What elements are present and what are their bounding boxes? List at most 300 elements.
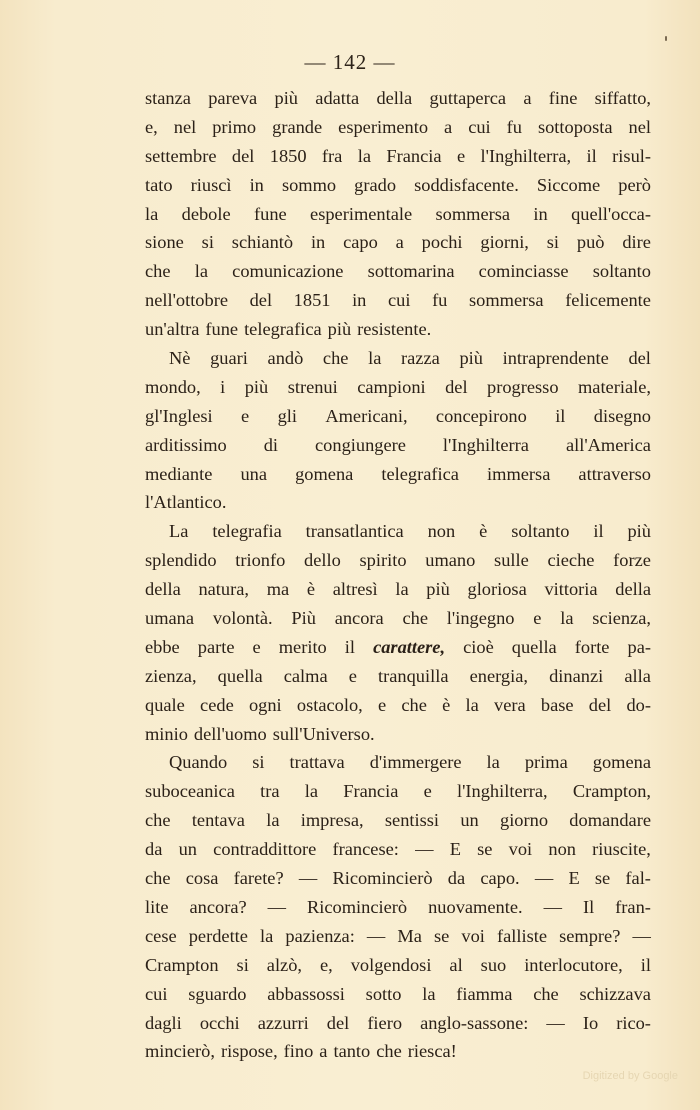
- word: —: [632, 925, 651, 946]
- word: che: [533, 983, 559, 1004]
- word: la: [486, 752, 500, 773]
- word: sentissi: [384, 810, 440, 831]
- word: tato: [145, 174, 173, 195]
- text-line: [145, 402, 651, 431]
- word: —: [546, 1012, 565, 1033]
- word: e: [456, 145, 466, 166]
- word: Più: [291, 608, 316, 629]
- word: E: [568, 868, 580, 889]
- word: capo: [343, 232, 378, 253]
- word: suo: [480, 954, 507, 975]
- word: al: [449, 954, 463, 975]
- word: della: [615, 579, 651, 600]
- word: fu: [506, 116, 522, 137]
- word: contraddittore: [213, 839, 317, 860]
- word: alzò,: [266, 954, 303, 975]
- word: in: [533, 203, 548, 224]
- word: esperimentale: [310, 203, 413, 224]
- word: sommersa: [469, 290, 544, 311]
- text-line: [145, 488, 651, 517]
- word: una: [240, 463, 268, 484]
- word: forze: [613, 550, 651, 571]
- word: fiero: [367, 1012, 403, 1033]
- word: cominciasse: [478, 261, 569, 282]
- text-line: [145, 922, 651, 951]
- word: guari: [210, 348, 248, 369]
- word: soltanto: [592, 261, 651, 282]
- word: —: [543, 896, 562, 917]
- word: è: [442, 694, 451, 715]
- word: l'ingegno: [446, 608, 515, 629]
- word: del: [588, 694, 612, 715]
- word: d'immergere: [369, 752, 462, 773]
- word: Americani,: [325, 405, 408, 426]
- word: la: [145, 203, 159, 224]
- word: forte: [574, 636, 610, 657]
- word: che: [401, 694, 427, 715]
- word: attraverso: [578, 463, 651, 484]
- word: del: [326, 1012, 350, 1033]
- word: arditissimo: [145, 434, 227, 455]
- word: primo: [212, 116, 257, 137]
- word: vera: [494, 694, 526, 715]
- word: della: [376, 88, 413, 108]
- word: e: [252, 636, 261, 657]
- text-line: [145, 286, 651, 315]
- word: comunicazione: [232, 261, 344, 282]
- word: Francia: [386, 145, 442, 166]
- word: che: [376, 1041, 402, 1062]
- word: campioni: [357, 376, 426, 397]
- word: se: [433, 925, 450, 946]
- word: del: [249, 290, 273, 311]
- word: fino: [283, 1041, 314, 1062]
- word: ancora?: [189, 896, 247, 917]
- word: spirito: [359, 550, 407, 571]
- word: dire: [622, 232, 651, 253]
- text-line: [145, 517, 651, 546]
- word: 1850: [269, 145, 307, 166]
- word: quale: [145, 694, 185, 715]
- word: in: [249, 174, 264, 195]
- word: che: [402, 608, 429, 629]
- word: sempre?: [559, 925, 621, 946]
- word: —: [415, 839, 434, 860]
- text-line: [145, 777, 651, 806]
- word: la: [357, 145, 372, 166]
- word: capo.: [480, 868, 520, 889]
- word: l'Inghilterra: [442, 434, 529, 455]
- word: e: [423, 781, 432, 802]
- word: in: [310, 232, 326, 253]
- word: gomena: [295, 463, 354, 484]
- text-line: [145, 171, 651, 200]
- word: nuovamente.: [428, 896, 523, 917]
- word: che: [145, 868, 171, 889]
- word: alla: [624, 665, 651, 686]
- word: più: [426, 579, 450, 600]
- word: Crampton,: [572, 781, 651, 802]
- word: è: [479, 521, 488, 542]
- word: e: [348, 665, 357, 686]
- word: materiale,: [577, 376, 651, 397]
- word: quell'occa-: [571, 203, 651, 224]
- word: è: [306, 579, 316, 600]
- word: nel: [173, 116, 197, 137]
- text-line: [145, 1037, 651, 1066]
- word: sione: [145, 232, 184, 253]
- body-text: [145, 84, 651, 1066]
- word: la: [266, 810, 280, 831]
- word: —: [366, 925, 386, 946]
- text-line: [145, 980, 651, 1009]
- text-line: [145, 257, 651, 286]
- word: fune: [205, 319, 239, 340]
- word: lite: [145, 896, 169, 917]
- word: fune: [254, 203, 287, 224]
- word: ogni: [248, 694, 282, 715]
- word: più: [274, 88, 299, 108]
- word: se: [477, 839, 493, 860]
- word: Crampton: [145, 954, 219, 975]
- word: del: [445, 376, 468, 397]
- word: la: [304, 781, 318, 802]
- word: telegrafica: [381, 463, 459, 484]
- word: e,: [319, 954, 333, 975]
- word: che: [145, 810, 171, 831]
- word: Quando: [169, 752, 228, 773]
- word: minio: [145, 723, 188, 744]
- text-line: [145, 893, 651, 922]
- word: nell'ottobre: [145, 290, 228, 311]
- word: fal-: [625, 868, 651, 889]
- word: ostacolo,: [296, 694, 363, 715]
- word: splendido: [145, 550, 217, 571]
- word: prima: [524, 752, 568, 773]
- word: resistente.: [357, 319, 432, 340]
- word: immersa: [487, 463, 551, 484]
- text-line: [145, 84, 651, 113]
- word: del: [628, 348, 651, 369]
- word: ebbe: [145, 636, 180, 657]
- word: cede: [200, 694, 234, 715]
- word: riesca!: [407, 1041, 457, 1062]
- text-line: [145, 951, 651, 980]
- word: la: [560, 608, 574, 629]
- word: pa-: [627, 636, 651, 657]
- word: e,: [145, 116, 158, 137]
- word: schiantò: [231, 232, 294, 253]
- word: un'altra: [145, 319, 200, 340]
- word: sull'Universo.: [272, 723, 375, 744]
- word: da: [447, 868, 466, 889]
- word: si: [252, 752, 265, 773]
- word: pareva: [208, 88, 258, 108]
- word: dell'uomo: [193, 723, 267, 744]
- text-line: [145, 864, 651, 893]
- word: —: [298, 868, 318, 889]
- word: però: [618, 174, 651, 195]
- word: congiungere: [315, 434, 406, 455]
- word: l'Inghilterra,: [456, 781, 548, 802]
- word: disegno: [593, 405, 651, 426]
- text-line: [145, 720, 651, 749]
- text-line: [145, 835, 651, 864]
- word: Francia: [343, 781, 399, 802]
- word: falliste: [496, 925, 548, 946]
- text-line: [145, 748, 651, 777]
- word: tranquilla: [378, 665, 449, 686]
- word: transatlantica: [305, 521, 404, 542]
- word: vittoria: [544, 579, 598, 600]
- text-line: [145, 806, 651, 835]
- word: merito: [278, 636, 327, 657]
- word: sottoposta: [537, 116, 613, 137]
- word: ma: [266, 579, 290, 600]
- word: do-: [626, 694, 651, 715]
- word: tentava: [191, 810, 245, 831]
- word: perdette: [188, 925, 248, 946]
- word: più: [327, 319, 352, 340]
- word: pochi: [421, 232, 463, 253]
- word: che: [145, 261, 171, 282]
- word: non: [548, 839, 576, 860]
- word: può: [576, 232, 605, 253]
- word: se: [594, 868, 611, 889]
- text-line: [145, 228, 651, 257]
- word: quella: [511, 636, 557, 657]
- word: si: [546, 232, 560, 253]
- text-line: [145, 431, 651, 460]
- word: fine: [548, 88, 578, 108]
- word: un: [460, 810, 479, 831]
- word: grande: [272, 116, 323, 137]
- word: schizzava: [579, 983, 651, 1004]
- word: i: [220, 376, 226, 397]
- word: razza: [401, 348, 440, 369]
- word: suboceanica: [145, 781, 235, 802]
- word: Io: [582, 1012, 599, 1033]
- text-line: [145, 691, 651, 720]
- word: zienza,: [145, 665, 197, 686]
- word: trionfo: [235, 550, 286, 571]
- word: a: [523, 88, 532, 108]
- word: Ricomincierò: [307, 896, 408, 917]
- word: umana: [145, 608, 195, 629]
- word: andò: [267, 348, 304, 369]
- word: 1851: [293, 290, 331, 311]
- word: quella: [217, 665, 263, 686]
- word: più: [627, 521, 651, 542]
- word: e: [241, 405, 250, 426]
- word: a: [444, 116, 453, 137]
- word: non: [427, 521, 456, 542]
- word: risul-: [612, 145, 651, 166]
- word: trattava: [289, 752, 345, 773]
- ink-speck: [665, 36, 667, 41]
- word: in: [352, 290, 367, 311]
- word: anglo-sassone:: [420, 1012, 529, 1033]
- word: la: [260, 925, 274, 946]
- word: pazienza:: [285, 925, 355, 946]
- word: adatta: [315, 88, 360, 108]
- word: sulle: [494, 550, 529, 571]
- word: Ma: [397, 925, 422, 946]
- word: volontà.: [212, 608, 273, 629]
- word: Nè: [169, 348, 191, 369]
- word: sguardo: [188, 983, 247, 1004]
- word: che: [322, 348, 349, 369]
- word: sommersa: [435, 203, 511, 224]
- word: tra: [260, 781, 280, 802]
- word: occhi: [199, 1012, 240, 1033]
- word: cui: [468, 116, 491, 137]
- word: La: [169, 521, 189, 542]
- word: soltanto: [511, 521, 570, 542]
- word: base: [540, 694, 574, 715]
- word: gloriosa: [467, 579, 527, 600]
- word: il: [586, 145, 597, 166]
- word: più: [244, 376, 269, 397]
- word: strenui: [287, 376, 338, 397]
- word: e: [377, 694, 387, 715]
- word: umano: [425, 550, 476, 571]
- word: Siccome: [536, 174, 601, 195]
- text-line: [145, 344, 651, 373]
- text-line: [145, 113, 651, 142]
- word: E: [449, 839, 461, 860]
- emphasis-word: carattere,: [373, 636, 446, 657]
- word: guttaperca: [429, 88, 507, 108]
- word: intraprendente: [502, 348, 609, 369]
- word: si: [236, 954, 249, 975]
- word: francese:: [332, 839, 399, 860]
- word: concepirono: [435, 405, 527, 426]
- word: dinanzi: [549, 665, 604, 686]
- word: soddisfacente.: [414, 174, 519, 195]
- watermark: Digitized by Google: [582, 1070, 678, 1082]
- word: —: [267, 896, 287, 917]
- word: gli: [277, 405, 297, 426]
- word: cioè: [463, 636, 494, 657]
- text-line: [145, 200, 651, 229]
- word: altresì: [332, 579, 378, 600]
- word: si: [201, 232, 214, 253]
- word: interlocutore,: [524, 954, 623, 975]
- word: parte: [197, 636, 235, 657]
- word: la: [422, 983, 436, 1004]
- word: impresa,: [300, 810, 364, 831]
- text-line: [145, 142, 651, 171]
- word: Ricomincierò: [332, 868, 433, 889]
- word: a: [319, 1041, 328, 1062]
- word: all'America: [565, 434, 651, 455]
- word: fra: [321, 145, 343, 166]
- word: il: [593, 521, 604, 542]
- word: gomena: [592, 752, 651, 773]
- word: sotto: [365, 983, 402, 1004]
- word: un: [178, 839, 197, 860]
- word: gl'Inglesi: [145, 405, 213, 426]
- word: il: [344, 636, 356, 657]
- word: rico-: [616, 1012, 651, 1033]
- word: la: [395, 579, 409, 600]
- text-line: [145, 460, 651, 489]
- word: mincierò,: [145, 1041, 215, 1062]
- text-line: [145, 662, 651, 691]
- word: rispose,: [220, 1041, 278, 1062]
- word: mediante: [145, 463, 213, 484]
- word: volgendosi: [350, 954, 432, 975]
- word: ancora: [334, 608, 384, 629]
- word: felicemente: [565, 290, 651, 311]
- word: settembre: [145, 145, 217, 166]
- word: voi: [461, 925, 485, 946]
- word: di: [263, 434, 279, 455]
- text-line: [145, 1009, 651, 1038]
- word: cese: [145, 925, 177, 946]
- word: calma: [283, 665, 328, 686]
- word: l'Atlantico.: [145, 492, 227, 513]
- word: più: [459, 348, 483, 369]
- word: progresso: [487, 376, 559, 397]
- word: a: [395, 232, 404, 253]
- word: fiamma: [456, 983, 513, 1004]
- text-line: [145, 604, 651, 633]
- word: debole: [181, 203, 231, 224]
- word: fu: [432, 290, 448, 311]
- word: dagli: [145, 1012, 182, 1033]
- word: siffatto,: [594, 88, 651, 108]
- word: sommo: [281, 174, 337, 195]
- word: giorno: [500, 810, 549, 831]
- word: la: [368, 348, 382, 369]
- word: abbassossi: [267, 983, 345, 1004]
- word: farete?: [233, 868, 284, 889]
- word: mondo,: [145, 376, 201, 397]
- word: cui: [387, 290, 411, 311]
- text-line: [145, 373, 651, 402]
- word: esperimento: [338, 116, 429, 137]
- word: l'Inghilterra,: [480, 145, 572, 166]
- word: sottomarina: [367, 261, 455, 282]
- text-line: [145, 575, 651, 604]
- word: energia,: [469, 665, 528, 686]
- text-line: [145, 633, 651, 662]
- word: il: [640, 954, 651, 975]
- word: —: [534, 868, 554, 889]
- word: la: [465, 694, 479, 715]
- word: riuscite,: [592, 839, 651, 860]
- text-line: [145, 315, 651, 344]
- word: la: [194, 261, 208, 282]
- word: azzurri: [257, 1012, 309, 1033]
- word: fran-: [615, 896, 651, 917]
- word: il: [555, 405, 566, 426]
- word: riuscì: [190, 174, 232, 195]
- word: cieche: [547, 550, 595, 571]
- word: nel: [628, 116, 651, 137]
- word: telegrafia: [212, 521, 282, 542]
- word: grado: [354, 174, 397, 195]
- word: stanza: [145, 88, 191, 108]
- word: del: [231, 145, 255, 166]
- word: della: [145, 579, 181, 600]
- word: Il: [582, 896, 595, 917]
- word: cui: [145, 983, 168, 1004]
- word: cosa: [185, 868, 219, 889]
- word: tanto: [333, 1041, 371, 1062]
